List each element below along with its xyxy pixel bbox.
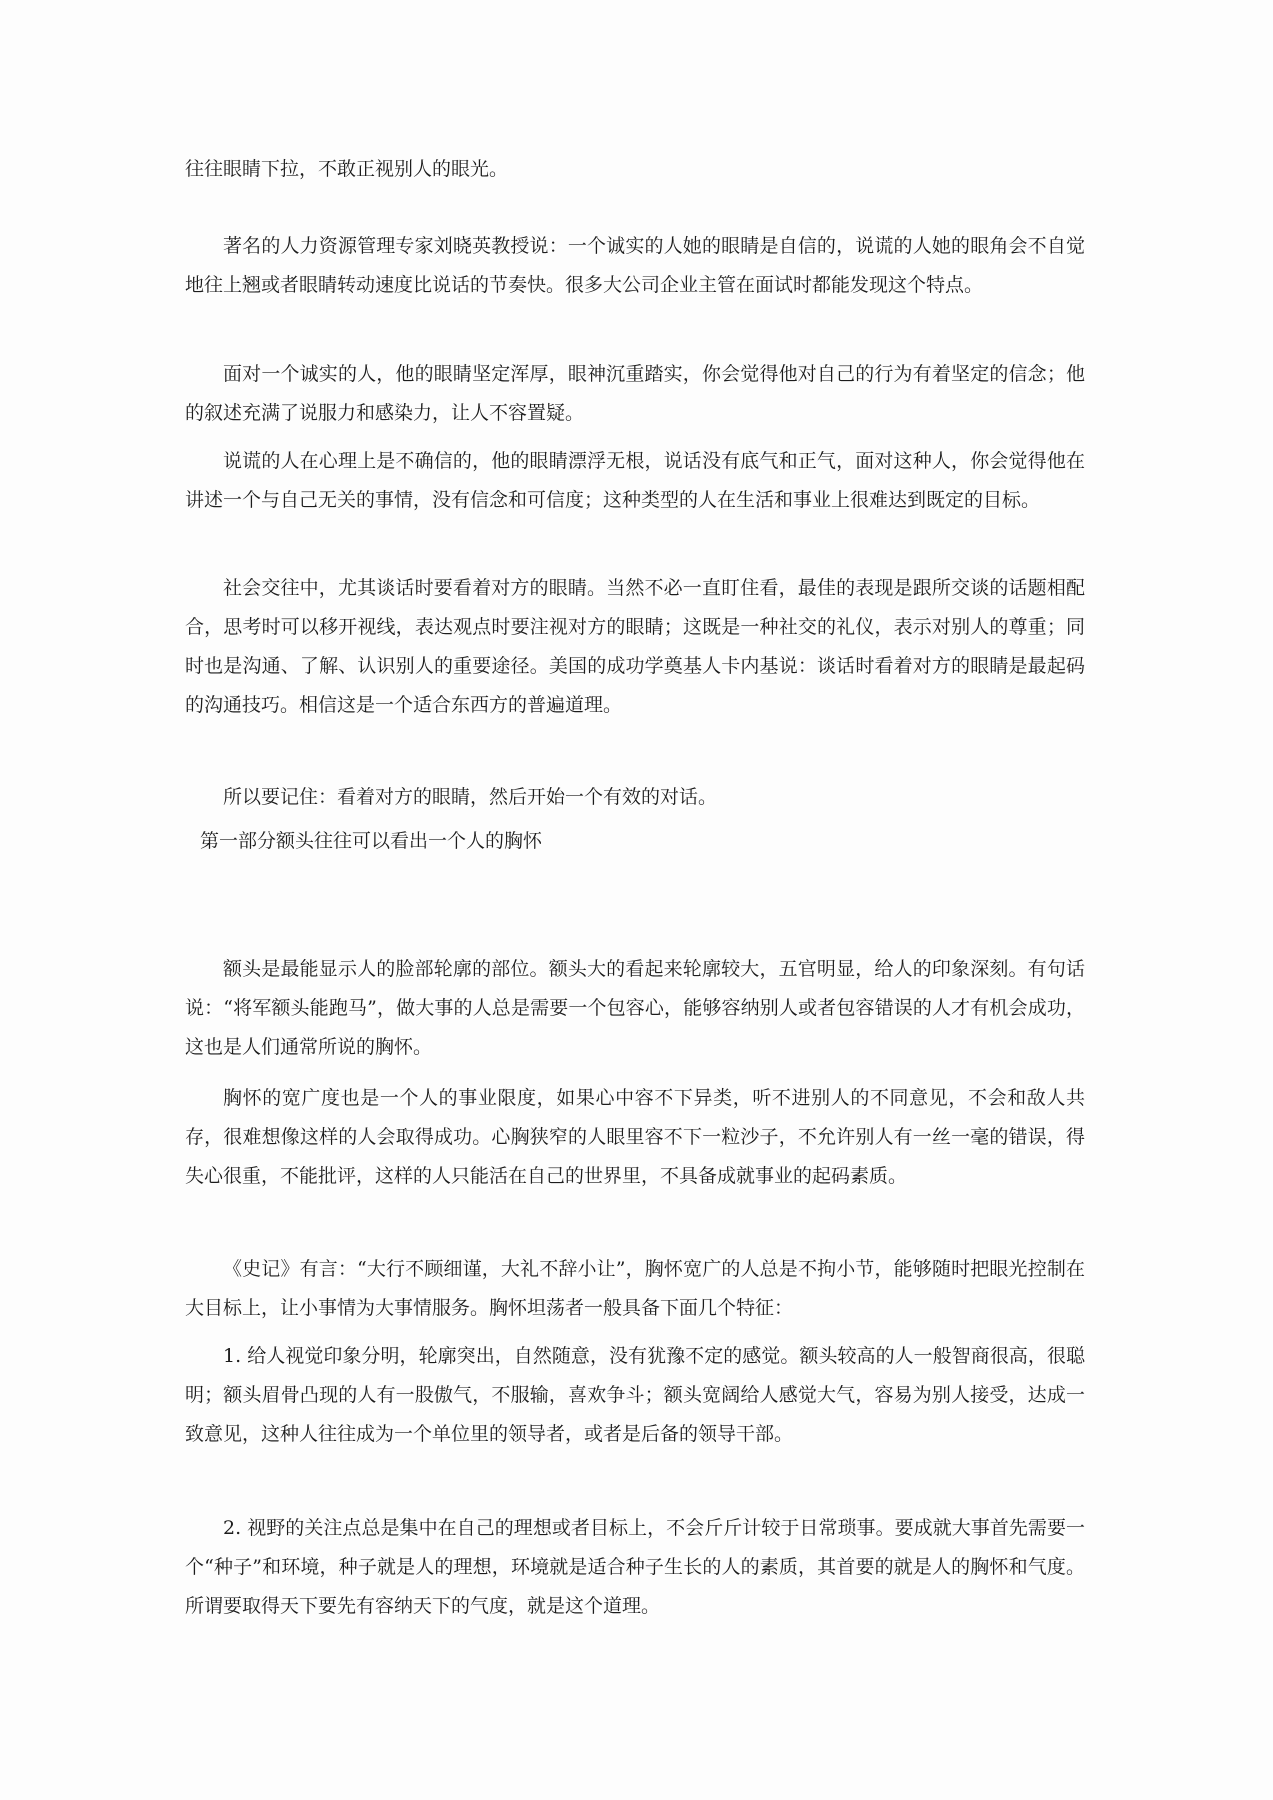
paragraph [185,1250,1085,1328]
section-heading: 第一部分额头往往可以看出一个人的胸怀 [200,830,543,852]
paragraph [185,569,1085,725]
paragraph [185,950,1085,1067]
paragraph-text: 额头是最能显示人的脸部轮廓的部位。额头大的看起来轮廓较大，五官明显，给人的印象深刻。有句话说：“将军额头能跑马”，做大事的人总是需要一个包容心，能够容纳别人或者包容错误的人才有机会成功，这也是人们通常所说的胸怀。 [185,958,1085,1058]
paragraph [185,150,1085,189]
paragraph-text: 所以要记住：看着对方的眼睛，然后开始一个有效的对话。 [223,786,718,808]
paragraph-text: 说谎的人在心理上是不确信的，他的眼睛漂浮无根，说话没有底气和正气，面对这种人，你会觉得他在讲述一个与自己无关的事情，没有信念和可信度；这种类型的人在生活和事业上很难达到既定的目标。 [185,450,1085,511]
paragraph [185,355,1085,433]
paragraph [185,442,1085,520]
paragraph [185,1079,1085,1196]
paragraph [185,227,1085,305]
paragraph-text: 2. 视野的关注点总是集中在自己的理想或者目标上，不会斤斤计较于日常琐事。要成就大事首先需要一个“种子”和环境，种子就是人的理想，环境就是适合种子生长的人的素质，其首要的就是人的胸怀和气度。所谓要取得天下要先有容纳天下的气度，就是这个道理。 [185,1517,1085,1617]
paragraph-text: 往往眼睛下拉，不敢正视别人的眼光。 [185,158,509,180]
paragraph-text: 1. 给人视觉印象分明，轮廓突出，自然随意，没有犹豫不定的感觉。额头较高的人一般智商很高，很聪明；额头眉骨凸现的人有一股傲气，不服输，喜欢争斗；额头宽阔给人感觉大气，容易为别人接受，达成一致意见，这种人往往成为一个单位里的领导者，或者是后备的领导干部。 [185,1345,1085,1445]
paragraph [185,1337,1085,1454]
paragraph-text: 面对一个诚实的人，他的眼睛坚定浑厚，眼神沉重踏实，你会觉得他对自己的行为有着坚定的信念；他的叙述充满了说服力和感染力，让人不容置疑。 [185,363,1085,424]
paragraph-text: 胸怀的宽广度也是一个人的事业限度，如果心中容不下异类，听不进别人的不同意见，不会和敌人共存，很难想像这样的人会取得成功。心胸狭窄的人眼里容不下一粒沙子，不允许别人有一丝一毫的错误，得失心很重，不能批评，这样的人只能活在自己的世界里，不具备成就事业的起码素质。 [185,1087,1085,1187]
paragraph [185,778,1085,817]
paragraph [185,1509,1085,1626]
paragraph-text: 著名的人力资源管理专家刘晓英教授说：一个诚实的人她的眼睛是自信的，说谎的人她的眼角会不自觉地往上翘或者眼睛转动速度比说话的节奏快。很多大公司企业主管在面试时都能发现这个特点。 [185,235,1085,296]
paragraph-text: 社会交往中，尤其谈话时要看着对方的眼睛。当然不必一直盯住看，最佳的表现是跟所交谈的话题相配合，思考时可以移开视线，表达观点时要注视对方的眼睛；这既是一种社交的礼仪，表示对别人的尊重；同时也是沟通、了解、认识别人的重要途径。美国的成功学奠基人卡内基说：谈话时看着对方的眼睛是最起码的沟通技巧。相信这是一个适合东西方的普遍道理。 [185,577,1085,716]
paragraph-text: 《史记》有言：“大行不顾细谨，大礼不辞小让”，胸怀宽广的人总是不拘小节，能够随时把眼光控制在大目标上，让小事情为大事情服务。胸怀坦荡者一般具备下面几个特征： [185,1258,1085,1319]
